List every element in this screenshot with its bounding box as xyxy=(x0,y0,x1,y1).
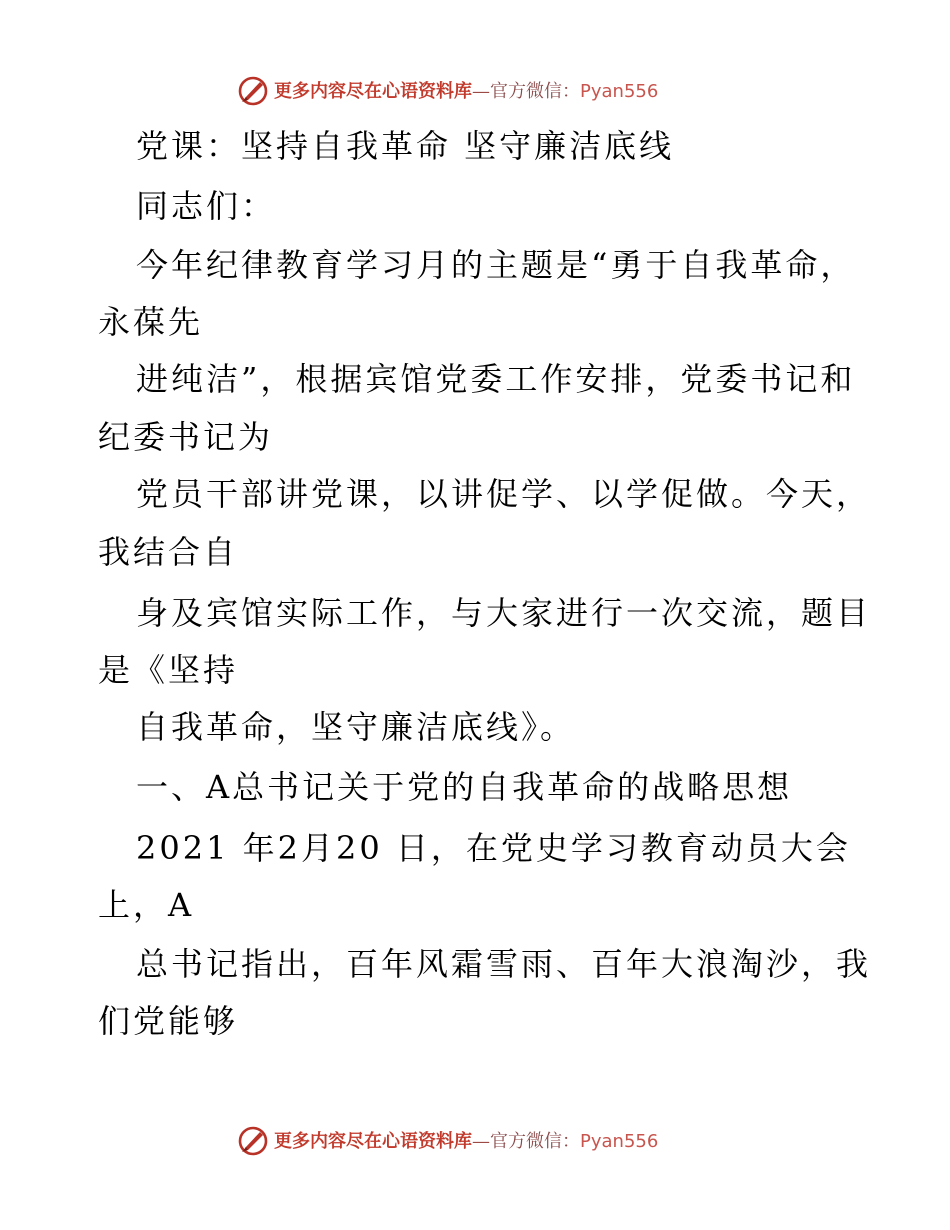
watermark-wechat-id: Pyan556 xyxy=(580,81,659,102)
watermark-wechat-label: 官方微信： xyxy=(490,1131,580,1152)
doc-line: 2021 年2月20 日，在党史学习教育动员大会 xyxy=(136,829,851,867)
doc-line: 我结合自 xyxy=(98,533,239,571)
watermark-brand: 更多内容尽在心语资料库 xyxy=(274,1131,472,1152)
doc-line: 纪委书记为 xyxy=(98,418,274,456)
section-heading: 一、A总书记关于党的自我革命的战略思想 xyxy=(136,768,793,806)
watermark-wechat-label: 官方微信： xyxy=(490,81,580,102)
watermark-text xyxy=(274,1127,658,1153)
doc-salutation: 同志们： xyxy=(136,187,277,225)
quill-pen-logo-icon xyxy=(236,1123,270,1157)
doc-line: 上，A xyxy=(98,886,195,924)
watermark-banner-top xyxy=(236,72,716,108)
watermark-text xyxy=(274,77,658,103)
doc-line: 党员干部讲党课，以讲促学、以学促做。今天， xyxy=(136,475,872,513)
watermark-brand: 更多内容尽在心语资料库 xyxy=(274,81,472,102)
doc-line: 进纯洁”，根据宾馆党委工作安排，党委书记和 xyxy=(136,360,856,398)
doc-line: 是《坚持 xyxy=(98,651,239,689)
watermark-banner-bottom xyxy=(236,1122,716,1158)
doc-line: 总书记指出，百年风霜雪雨、百年大浪淘沙，我 xyxy=(136,945,872,983)
doc-line: 们党能够 xyxy=(98,1002,239,1040)
doc-line: 自我革命，坚守廉洁底线》。 xyxy=(136,708,576,746)
quill-pen-logo-icon xyxy=(236,73,270,107)
doc-line: 身及宾馆实际工作，与大家进行一次交流，题目 xyxy=(136,594,872,632)
doc-line: 今年纪律教育学习月的主题是“勇于自我革命， xyxy=(136,246,856,284)
watermark-wechat-id: Pyan556 xyxy=(580,1131,659,1152)
watermark-dash: — xyxy=(472,81,490,102)
doc-title: 党课：坚持自我革命 坚守廉洁底线 xyxy=(136,127,675,165)
watermark-dash: — xyxy=(472,1131,490,1152)
doc-line: 永葆先 xyxy=(98,303,204,341)
